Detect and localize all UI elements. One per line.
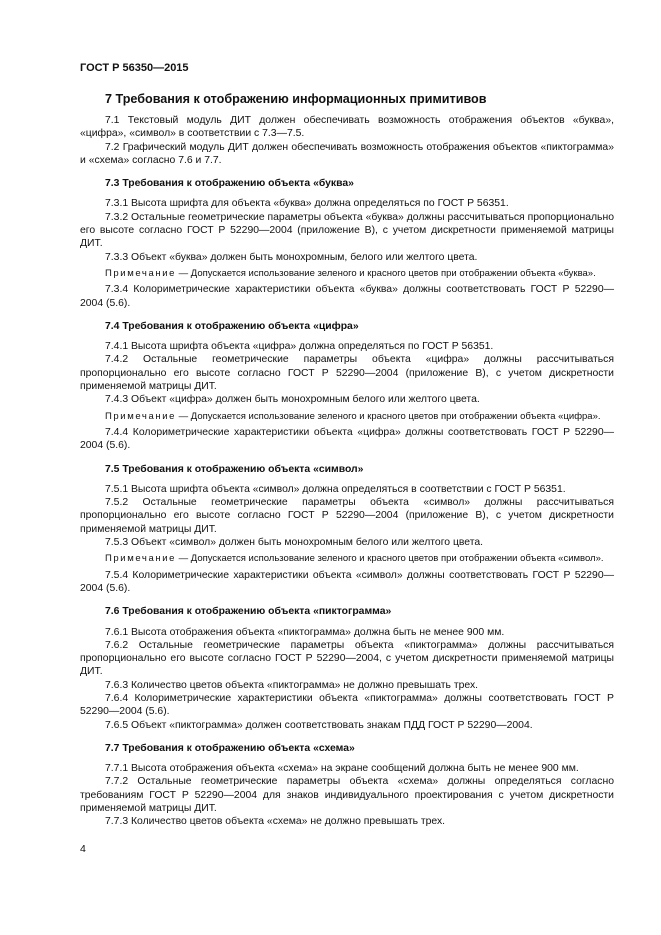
paragraph-7-5-3: 7.5.3 Объект «символ» должен быть монохромным белого или желтого цвета. [105,537,484,549]
paragraph-7-5-1: 7.5.1 Высота шрифта объекта «символ» должна определяться в соответствии с ГОСТ Р 56351. [105,483,566,495]
note-text: — Допускается использование зеленого и красного цветов при отображении объекта «символ». [176,553,604,565]
paragraph-7-6-1: 7.6.1 Высота отображения объекта «пиктограмма» должна быть не менее 900 мм. [105,626,505,638]
note-7-3 [80,267,614,280]
paragraph-7-7-2: 7.7.2 Остальные геометрические параметры объекта «схема» должны определяться согласно требованиям ГОСТ Р 52290—2004 для знаков индивидуального проектирования с учетом дискретности применяемой матрицы ДИТ. [80,776,614,815]
paragraph-7-5-4: 7.5.4 Колориметрические характеристики объекта «символ» должны соответствовать ГОСТ Р 52290—2004 (5.6). [80,569,614,594]
section-7-4-title: 7.4 Требования к отображению объекта «цифра» [105,320,359,332]
note-7-4 [80,410,614,423]
paragraph-7-7-1: 7.7.1 Высота отображения объекта «схема» на экране сообщений должна быть не менее 900 мм. [105,763,579,775]
note-label: Примечание [105,267,176,279]
paragraph-7-6-5: 7.6.5 Объект «пиктограмма» должен соответствовать знакам ПДД ГОСТ Р 52290—2004. [105,719,533,731]
paragraph-7-6-2: 7.6.2 Остальные геометрические параметры объекта «пиктограмма» должны рассчитываться пропорционально его высоте согласно ГОСТ Р 52290—2004, с учетом дискретности применяемой матрицы ДИТ. [80,639,614,678]
paragraph-7-4-3: 7.4.3 Объект «цифра» должен быть монохромным белого или желтого цвета. [105,394,480,406]
paragraph-7-5-2: 7.5.2 Остальные геометрические параметры объекта «символ» должны рассчитываться пропорционально его высоте согласно ГОСТ Р 52290—2004 (приложение В), с учетом дискретности применяемой матрицы ДИТ. [80,497,614,535]
page-number: 4 [80,843,86,855]
section-7-title: 7 Требования к отображению информационных примитивов [105,92,487,106]
note-7-5 [80,552,614,565]
paragraph-7-6-4: 7.6.4 Колориметрические характеристики объекта «пиктограмма» должны соответствовать ГОСТ Р 52290—2004 (5.6). [80,692,614,718]
section-7-5-title: 7.5 Требования к отображению объекта «символ» [105,463,364,475]
paragraph-7-7-3: 7.7.3 Количество цветов объекта «схема» не должно превышать трех. [105,816,446,828]
paragraph-7-3-2: 7.3.2 Остальные геометрические параметры объекта «буква» должны рассчитываться пропорционально его высоте согласно ГОСТ Р 52290—2004 (приложение В), с учетом дискретности применяемой матрицы ДИТ. [80,211,614,250]
document-body [80,92,614,829]
note-text: — Допускается использование зеленого и красного цветов при отображении объекта «буква». [176,267,596,279]
note-label: Примечание [105,553,176,565]
section-7-6-title: 7.6 Требования к отображению объекта «пиктограмма» [105,606,392,618]
document-header: ГОСТ Р 56350—2015 [80,62,189,74]
paragraph-7-3-4: 7.3.4 Колориметрические характеристики объекта «буква» должны соответствовать ГОСТ Р 52290—2004 (5.6). [80,284,614,309]
note-text: — Допускается использование зеленого и красного цветов при отображении объекта «цифра». [176,410,601,422]
section-7-7-title: 7.7 Требования к отображению объекта «схема» [105,742,355,754]
section-7-3-title: 7.3 Требования к отображению объекта «буква» [105,178,354,190]
paragraph-7-1: 7.1 Текстовый модуль ДИТ должен обеспечивать возможность отображения объектов «буква», «цифра», «символ» в соответствии с 7.3—7.5. [80,115,614,140]
paragraph-7-3-1: 7.3.1 Высота шрифта для объекта «буква» должна определяться по ГОСТ Р 56351. [105,198,509,210]
paragraph-7-3-3: 7.3.3 Объект «буква» должен быть монохромным, белого или желтого цвета. [105,251,478,263]
paragraph-7-2: 7.2 Графический модуль ДИТ должен обеспечивать возможность отображения объектов «пиктограмма» и «схема» согласно 7.6 и 7.7. [80,141,614,166]
paragraph-7-6-3: 7.6.3 Количество цветов объекта «пиктограмма» не должно превышать трех. [105,679,479,691]
paragraph-7-4-2: 7.4.2 Остальные геометрические параметры объекта «цифра» должны рассчитываться пропорционально его высоте согласно ГОСТ Р 52290—2004 (приложение В), с учетом дискретности применяемой матрицы ДИТ. [80,354,614,393]
paragraph-7-4-1: 7.4.1 Высота шрифта объекта «цифра» должна определяться по ГОСТ Р 56351. [105,341,494,353]
note-label: Примечание [105,410,176,422]
paragraph-7-4-4: 7.4.4 Колориметрические характеристики объекта «цифра» должны соответствовать ГОСТ Р 52290—2004 (5.6). [80,426,614,452]
